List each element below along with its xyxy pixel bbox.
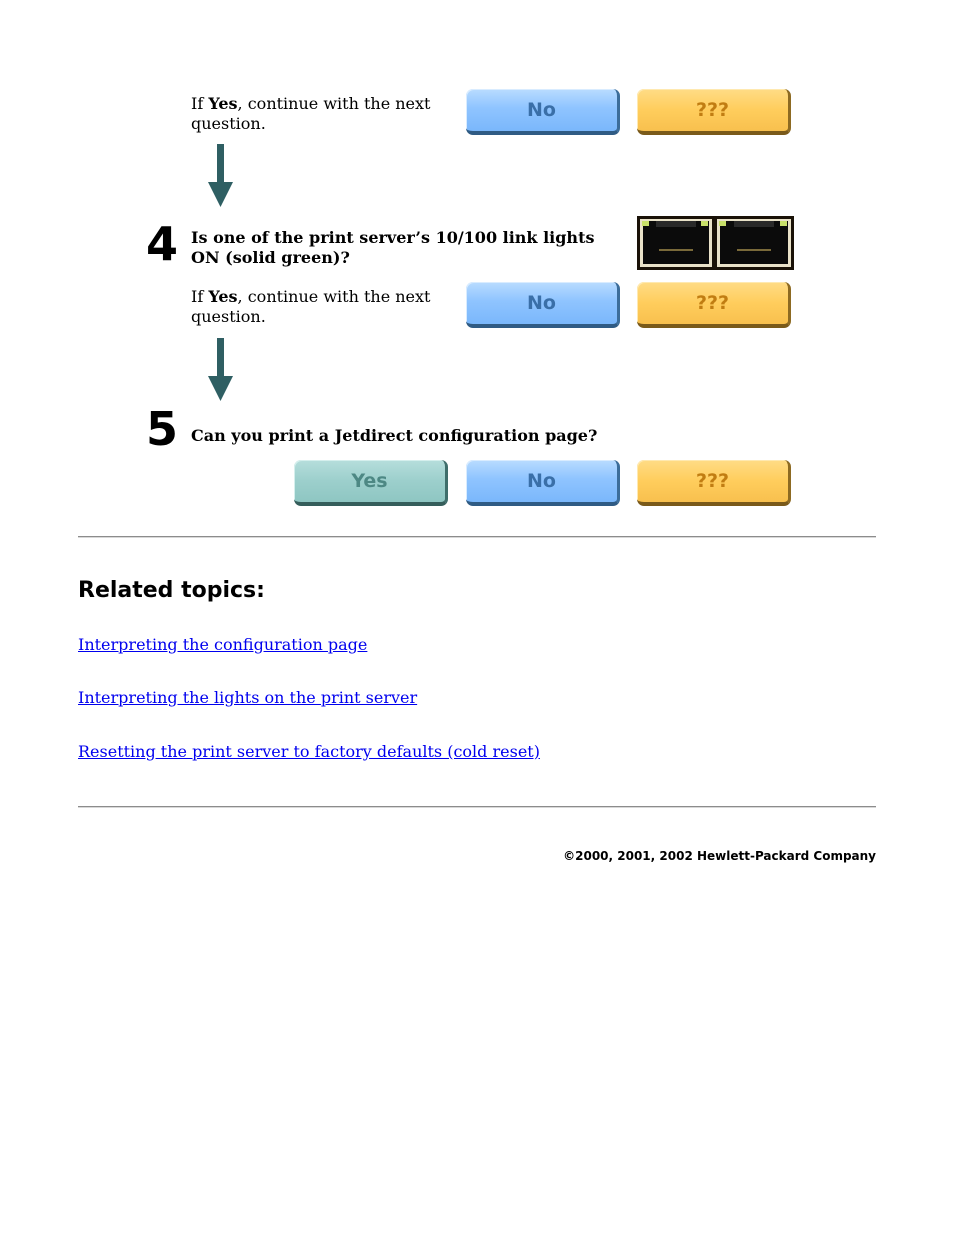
- no-button-label: No: [527, 292, 556, 314]
- no-button-label: No: [527, 470, 556, 492]
- instruction-text: If Yes, continue with the next question.: [191, 287, 431, 326]
- link-lights-icon: [637, 216, 794, 270]
- unknown-button[interactable]: [637, 460, 791, 506]
- divider: [78, 806, 876, 808]
- step4-question: Is one of the print server’s 10/100 link lights ON (solid green)?: [191, 228, 595, 267]
- no-button-label: No: [527, 99, 556, 121]
- unknown-button-label: ???: [695, 99, 730, 121]
- step-number-4: 4: [146, 217, 177, 271]
- copyright-text: ©2000, 2001, 2002 Hewlett-Packard Company: [563, 849, 876, 863]
- unknown-button[interactable]: [637, 282, 791, 328]
- yes-button[interactable]: [294, 460, 448, 506]
- no-button[interactable]: [466, 282, 620, 328]
- unknown-button-label: ???: [695, 470, 730, 492]
- step-number-5: 5: [146, 402, 177, 456]
- instruction-text: If Yes, continue with the next question.: [191, 94, 431, 133]
- link-print-server-lights[interactable]: Interpreting the lights on the print server: [78, 688, 418, 707]
- unknown-button[interactable]: [637, 89, 791, 135]
- down-arrow-icon: [206, 338, 236, 402]
- unknown-button-label: ???: [695, 292, 730, 314]
- yes-button-label: Yes: [351, 470, 388, 492]
- down-arrow-icon: [206, 144, 236, 208]
- link-cold-reset[interactable]: Resetting the print server to factory defaults (cold reset): [78, 742, 540, 761]
- step5-question: Can you print a Jetdirect configuration page?: [191, 426, 598, 445]
- link-configuration-page[interactable]: Interpreting the configuration page: [78, 635, 368, 654]
- divider: [78, 536, 876, 538]
- related-topics-heading: Related topics:: [78, 578, 265, 603]
- no-button[interactable]: [466, 460, 620, 506]
- no-button[interactable]: [466, 89, 620, 135]
